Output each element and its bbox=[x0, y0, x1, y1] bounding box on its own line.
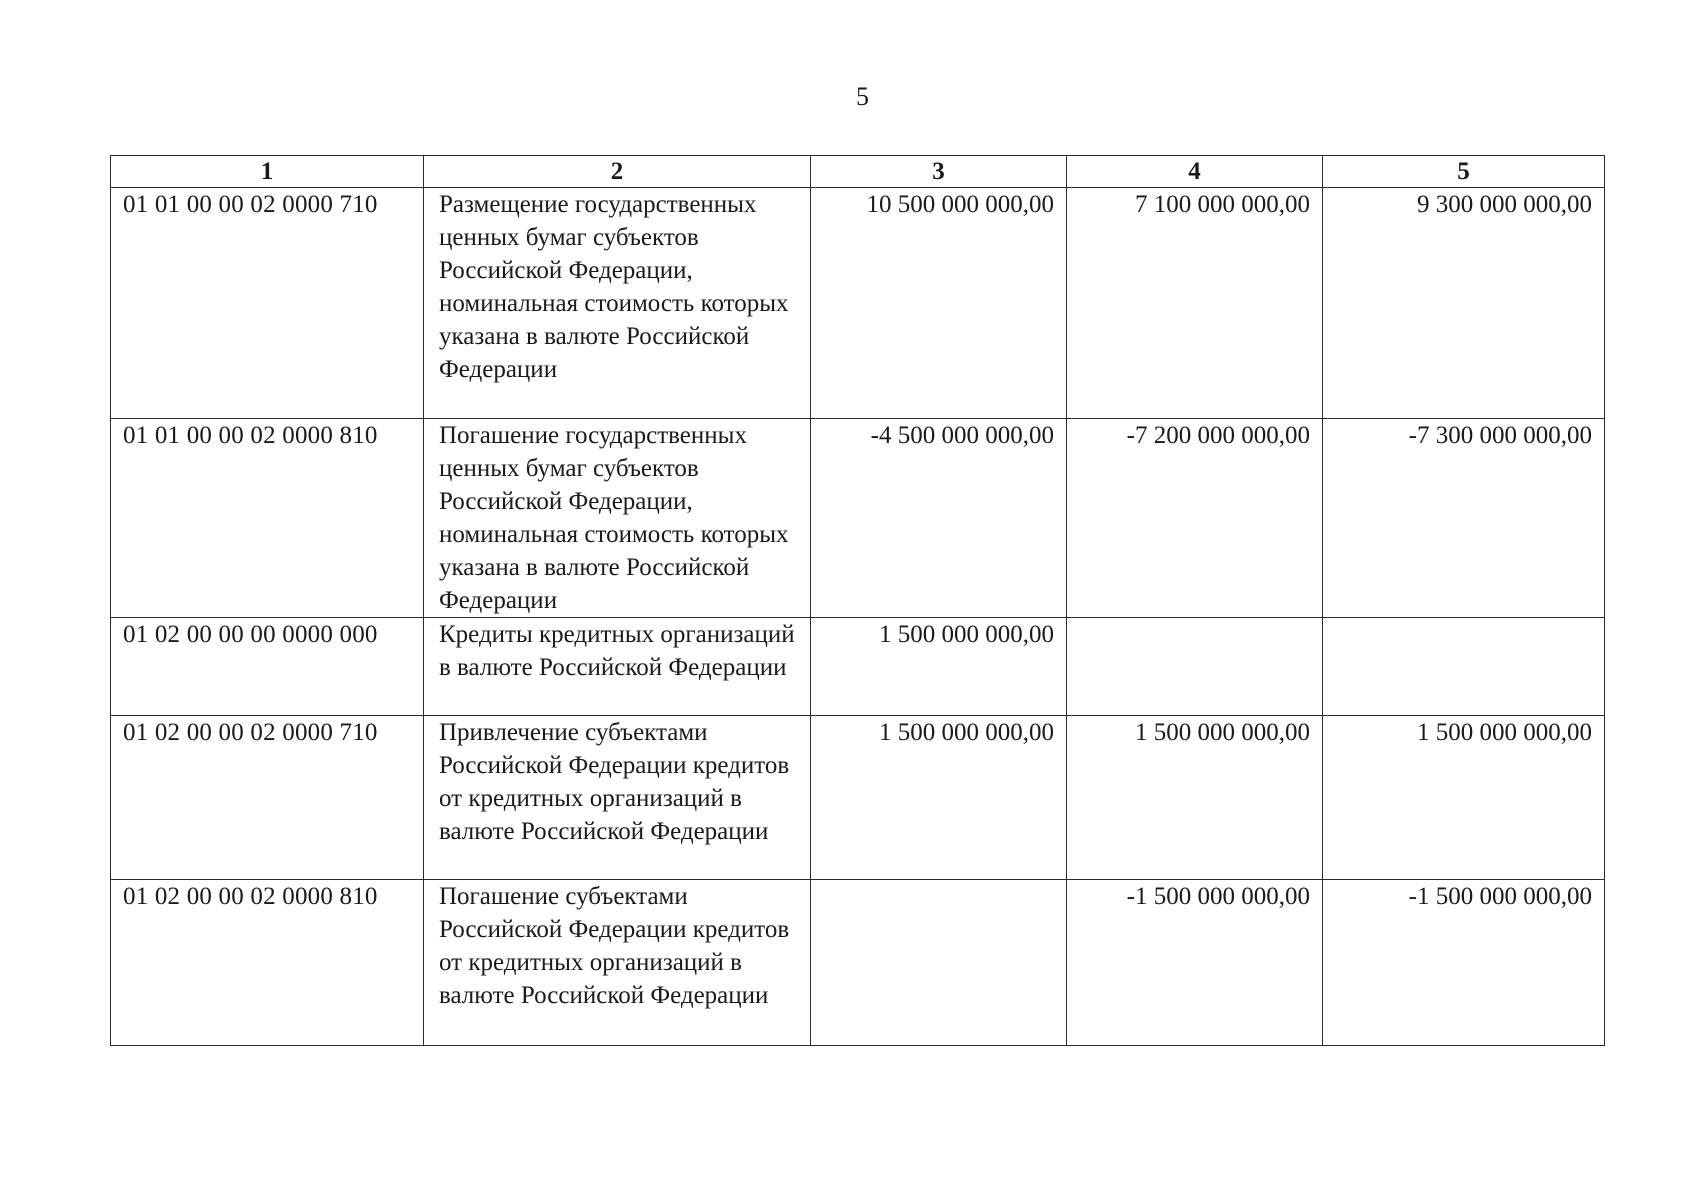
amount-col4-cell bbox=[1067, 618, 1323, 716]
table-row bbox=[111, 716, 1605, 880]
amount-col3-cell: 1 500 000 000,00 bbox=[811, 618, 1067, 716]
budget-code-cell: 01 02 00 00 02 0000 810 bbox=[111, 880, 424, 1046]
column-header-3: 3 bbox=[811, 156, 1067, 188]
amount-col5-cell: 1 500 000 000,00 bbox=[1323, 716, 1605, 880]
table-row bbox=[111, 188, 1605, 419]
column-header-1: 1 bbox=[111, 156, 424, 188]
amount-col3-cell bbox=[811, 880, 1067, 1046]
table-row bbox=[111, 618, 1605, 716]
budget-code-cell: 01 01 00 00 02 0000 810 bbox=[111, 419, 424, 618]
amount-col4-cell: -1 500 000 000,00 bbox=[1067, 880, 1323, 1046]
amount-col3-cell: 1 500 000 000,00 bbox=[811, 716, 1067, 880]
amount-col4-cell: 7 100 000 000,00 bbox=[1067, 188, 1323, 419]
amount-col4-cell: -7 200 000 000,00 bbox=[1067, 419, 1323, 618]
amount-col3-cell: 10 500 000 000,00 bbox=[811, 188, 1067, 419]
amount-col5-cell: -7 300 000 000,00 bbox=[1323, 419, 1605, 618]
page-number: 5 bbox=[856, 82, 869, 111]
column-header-2: 2 bbox=[424, 156, 811, 188]
amount-col5-cell bbox=[1323, 618, 1605, 716]
item-name-cell: Привлечение субъектами Российской Федерации кредитов от кредитных организаций в валюте Российской Федерации bbox=[424, 716, 811, 880]
table-row bbox=[111, 880, 1605, 1046]
amount-col3-cell: -4 500 000 000,00 bbox=[811, 419, 1067, 618]
budget-sources-table bbox=[110, 155, 1605, 1046]
table-row bbox=[111, 419, 1605, 618]
budget-code-cell: 01 02 00 00 02 0000 710 bbox=[111, 716, 424, 880]
item-name-cell: Кредиты кредитных организаций в валюте Российской Федерации bbox=[424, 618, 811, 716]
item-name-cell: Погашение субъектами Российской Федерации кредитов от кредитных организаций в валюте Российской Федерации bbox=[424, 880, 811, 1046]
column-header-4: 4 bbox=[1067, 156, 1323, 188]
item-name-cell: Размещение государственных ценных бумаг субъектов Российской Федерации, номинальная стоимость которых указана в валюте Российской Федерации bbox=[424, 188, 811, 419]
budget-code-cell: 01 02 00 00 00 0000 000 bbox=[111, 618, 424, 716]
amount-col5-cell: -1 500 000 000,00 bbox=[1323, 880, 1605, 1046]
table-header-row bbox=[111, 156, 1605, 188]
item-name-cell: Погашение государственных ценных бумаг субъектов Российской Федерации, номинальная стоимость которых указана в валюте Российской Федерации bbox=[424, 419, 811, 618]
budget-code-cell: 01 01 00 00 02 0000 710 bbox=[111, 188, 424, 419]
amount-col4-cell: 1 500 000 000,00 bbox=[1067, 716, 1323, 880]
amount-col5-cell: 9 300 000 000,00 bbox=[1323, 188, 1605, 419]
column-header-5: 5 bbox=[1323, 156, 1605, 188]
